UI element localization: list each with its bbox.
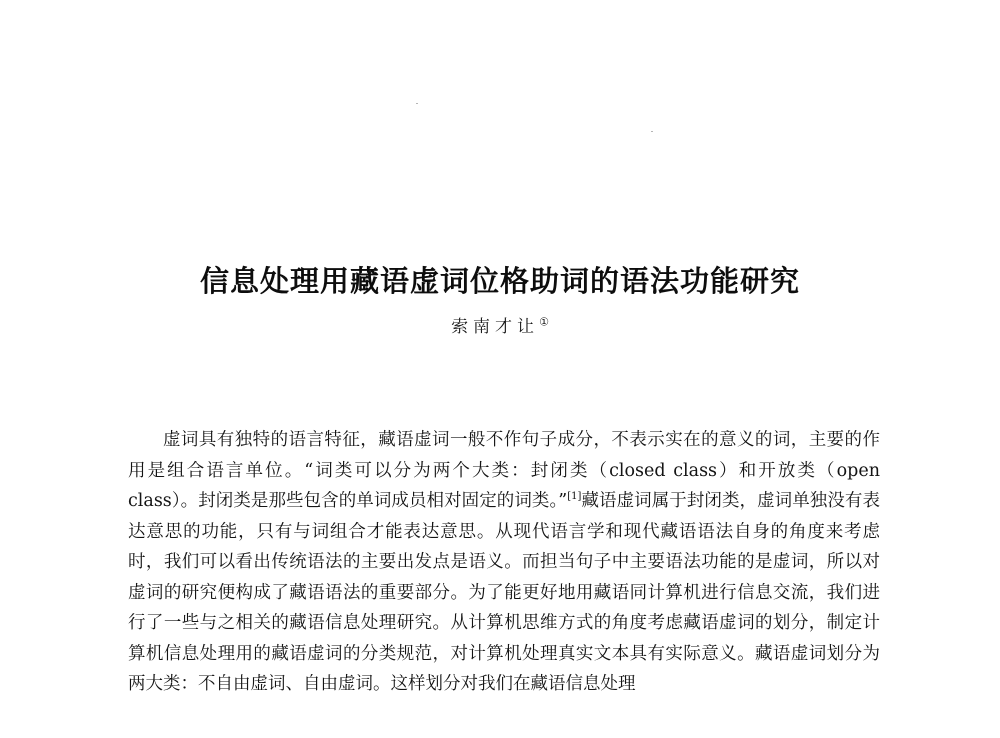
author-footnote-mark: ①: [539, 315, 549, 329]
paragraph-segment: 虚词具有独特的语言特征，藏语虚词一般不作句子成分，不表示实在的意义的词，主要的作用是组合语言单位。“词类可以分为两个大类：封闭类（closed class）和开放类（open class）。封闭类是那些包含的单词成员相对固定的词类。”: [128, 430, 880, 511]
citation-mark: [1]: [567, 491, 582, 503]
scan-speck: [651, 131, 653, 132]
author-line: [0, 312, 1000, 337]
scan-speck: [416, 103, 418, 104]
body-paragraph: [128, 425, 880, 700]
author-name: 索南才让: [451, 317, 540, 337]
body-text: [128, 425, 880, 700]
paper-title: 信息处理用藏语虚词位格助词的语法功能研究: [199, 264, 800, 299]
paragraph-segment: 藏语虚词属于封闭类，虚词单独没有表达意思的功能，只有与词组合才能表达意思。从现代语言学和现代藏语语法自身的角度来考虑时，我们可以看出传统语法的主要出发点是语义。而担当句子中主要语法功能的是虚词，所以对虚词的研究便构成了藏语语法的重要部分。为了能更好地用藏语同计算机进行信息交流，我们进行了一些与之相关的藏语信息处理研究。从计算机思维方式的角度考虑藏语虚词的划分，制定计算机信息处理用的藏语虚词的分类规范，对计算机处理真实文本具有实际意义。藏语虚词划分为两大类：不自由虚词、自由虚词。这样划分对我们在藏语信息处理: [128, 491, 880, 694]
